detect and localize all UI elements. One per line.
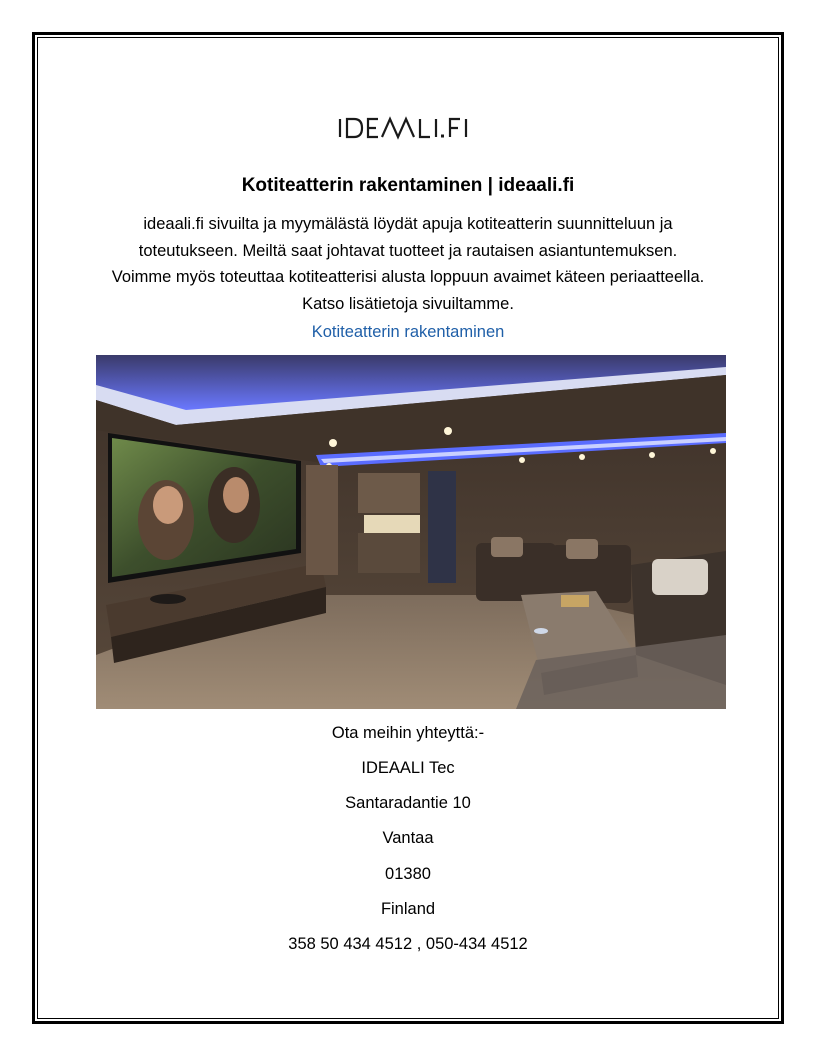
contact-country: Finland [380,900,436,918]
description-line: Voimme myös toteuttaa kotiteatterisi alusta loppuun avaimet käteen periaatteella. [111,268,705,286]
contact-city: Vantaa [382,829,434,847]
home-theater-illustration [96,355,726,709]
home-theater-photo [96,355,726,709]
description-line: toteutukseen. Meiltä saat johtavat tuotteet ja rautaisen asiantuntemuksen. [138,241,678,260]
kotiteatteri-link[interactable]: Kotiteatterin rakentaminen [311,323,505,341]
contact-postal-code: 01380 [385,865,431,883]
description-line: ideaali.fi sivuilta ja myymälästä löydät apuja kotiteatterin suunnitteluun ja [143,215,673,233]
contact-phone: 358 50 434 4512 , 050-434 4512 [288,935,528,953]
contact-company: IDEAALI Tec [361,759,455,777]
description-line: Katso lisätietoja sivuiltamme. [302,294,514,313]
contact-heading: Ota meihin yhteyttä:- [331,724,485,742]
description [88,211,728,317]
page-title: Kotiteatterin rakentaminen | ideaali.fi [241,175,575,196]
ideaali-logo-mark [338,116,478,140]
contact-street: Santaradantie 10 [345,794,471,812]
ideaali-logo [0,108,816,148]
